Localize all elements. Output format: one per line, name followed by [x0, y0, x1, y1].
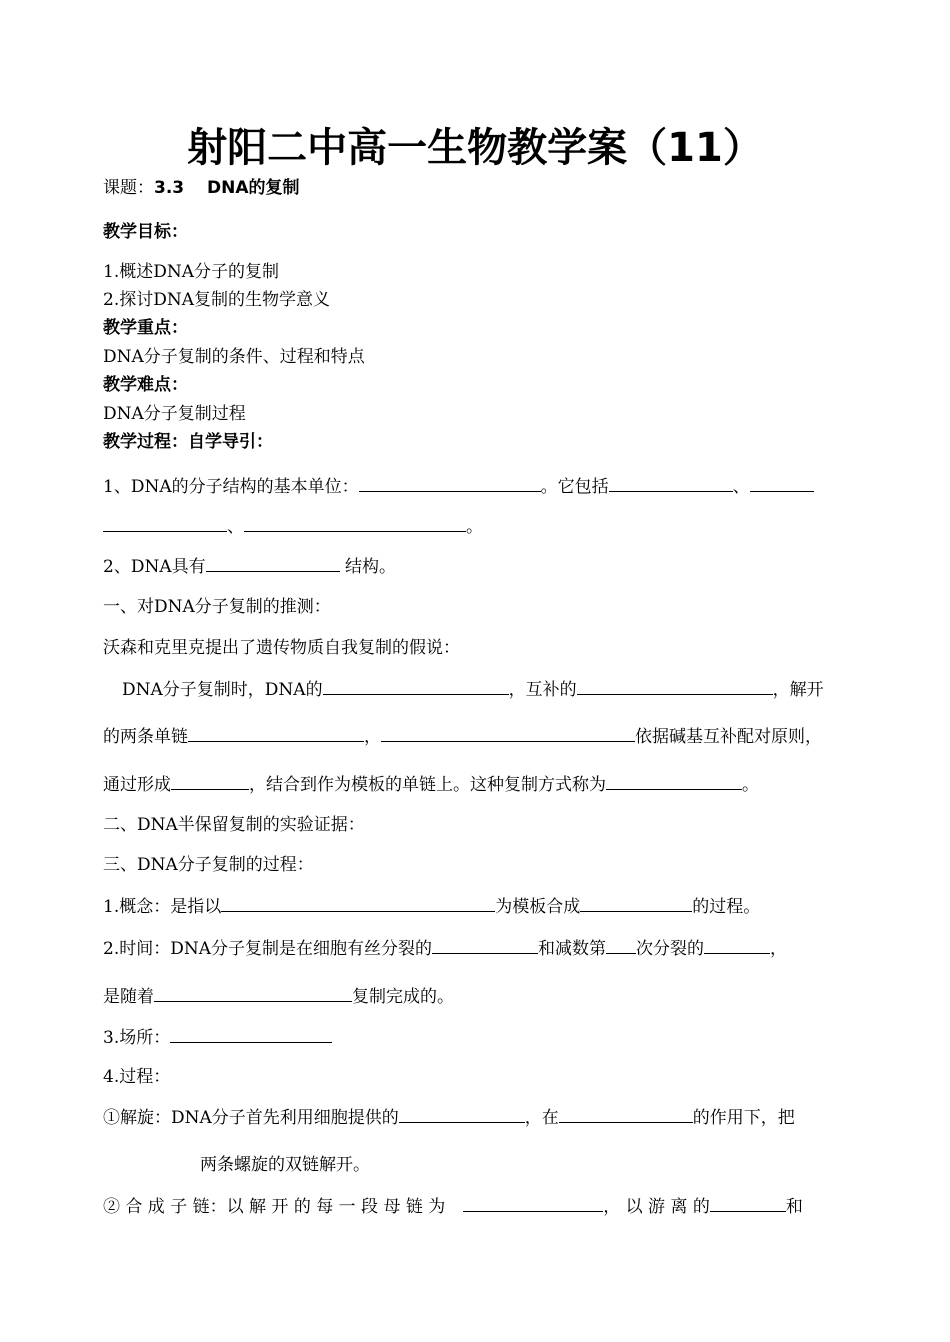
difficulty-heading: 教学难点：	[103, 375, 188, 395]
answer-blank[interactable]	[171, 772, 249, 790]
lesson-label: 课题：	[103, 178, 154, 198]
section-1-text: 通过形成	[103, 775, 171, 795]
section-2-heading: 二、DNA半保留复制的实验证据：	[103, 815, 365, 835]
place-text: 3.场所：	[103, 1028, 171, 1048]
question-2-text: 2、DNA具有	[103, 557, 206, 577]
section-1-line-3	[103, 772, 759, 797]
step-1-cont: 两条螺旋的双链解开。	[200, 1155, 370, 1175]
document-title: 射阳二中高一生物教学案（11）	[187, 125, 763, 171]
answer-blank[interactable]	[244, 514, 466, 532]
answer-blank[interactable]	[463, 1194, 603, 1212]
objective-item: 1.概述DNA分子的复制	[103, 262, 280, 282]
section-1-text: 依据碱基互补配对原则，	[635, 727, 822, 747]
answer-blank[interactable]	[188, 724, 364, 742]
question-1-text: 、	[227, 517, 244, 537]
answer-blank[interactable]	[323, 677, 509, 695]
section-1-intro: 沃森和克里克提出了遗传物质自我复制的假说：	[103, 638, 460, 658]
answer-blank[interactable]	[359, 474, 541, 492]
process-label: 4.过程：	[103, 1067, 171, 1087]
lesson-topic: 3.3 DNA的复制	[154, 178, 300, 198]
time-text: 和减数第	[538, 939, 607, 959]
concept-text: 1.概念：是指以	[103, 897, 222, 917]
answer-blank[interactable]	[710, 1194, 786, 1212]
difficulty-text: DNA分子复制过程	[103, 404, 246, 424]
question-1-cont	[103, 514, 483, 539]
question-1-text: 、	[732, 477, 750, 497]
step-2-text: 和	[785, 1197, 803, 1217]
question-1-text: 。它包括	[540, 477, 609, 497]
time-text: 2.时间：DNA分子复制是在细胞有丝分裂的	[103, 939, 433, 959]
question-1	[103, 474, 814, 499]
section-1-line-2	[103, 724, 822, 749]
step-1-line	[103, 1105, 795, 1130]
answer-blank[interactable]	[750, 474, 814, 492]
question-1-text: 1、DNA的分子结构的基本单位：	[103, 477, 359, 497]
concept-line	[103, 894, 760, 919]
step-2-text: ， 以 游 离 的	[603, 1197, 710, 1217]
answer-blank[interactable]	[606, 936, 636, 954]
answer-blank[interactable]	[432, 936, 538, 954]
answer-blank[interactable]	[577, 677, 773, 695]
answer-blank[interactable]	[606, 772, 742, 790]
key-point-text: DNA分子复制的条件、过程和特点	[103, 347, 365, 367]
question-1-text: 。	[466, 517, 483, 537]
answer-blank[interactable]	[609, 474, 733, 492]
answer-blank[interactable]	[580, 894, 692, 912]
answer-blank[interactable]	[103, 514, 227, 532]
section-1-text: ，结合到作为模板的单链上。这种复制方式称为	[249, 775, 606, 795]
step-1-text: ，在	[524, 1108, 559, 1128]
answer-blank[interactable]	[381, 724, 635, 742]
section-1-text: 。	[742, 775, 759, 795]
objectives-heading: 教学目标：	[103, 222, 188, 242]
time-line	[103, 936, 787, 961]
answer-blank[interactable]	[170, 1025, 332, 1043]
answer-blank[interactable]	[559, 1105, 693, 1123]
time-text: ，	[770, 939, 788, 959]
section-1-line-1	[122, 677, 824, 702]
step-1-text: ①解旋：DNA分子首先利用细胞提供的	[103, 1108, 399, 1128]
answer-blank[interactable]	[221, 894, 495, 912]
objective-item: 2.探讨DNA复制的生物学意义	[103, 290, 331, 310]
answer-blank[interactable]	[704, 936, 770, 954]
section-1-text: DNA分子复制时，DNA的	[122, 680, 323, 700]
section-1-text: ，解开	[772, 680, 824, 700]
place-line	[103, 1025, 332, 1050]
time-text: 是随着	[103, 987, 154, 1007]
key-point-heading: 教学重点：	[103, 318, 188, 338]
answer-blank[interactable]	[206, 554, 340, 572]
lesson-line	[103, 176, 300, 200]
concept-text: 为模板合成	[495, 897, 581, 917]
answer-blank[interactable]	[154, 984, 352, 1002]
section-1-text: ，互补的	[508, 680, 577, 700]
question-2-text: 结构。	[339, 557, 397, 577]
process-heading: 教学过程：自学导引：	[103, 432, 273, 452]
question-2	[103, 554, 396, 579]
section-1-text: 的两条单链	[103, 727, 188, 747]
step-1-text: 的作用下，把	[692, 1108, 795, 1128]
time-text: 复制完成的。	[352, 987, 454, 1007]
time-text: 次分裂的	[636, 939, 705, 959]
step-2-text: ② 合 成 子 链：以 解 开 的 每 一 段 母 链 为	[103, 1197, 446, 1217]
answer-blank[interactable]	[399, 1105, 525, 1123]
section-1-text: ，	[364, 727, 381, 747]
section-1-heading: 一、对DNA分子复制的推测：	[103, 597, 331, 617]
concept-text: 的过程。	[692, 897, 761, 917]
time-line-2	[103, 984, 454, 1009]
step-2-line	[103, 1194, 803, 1219]
section-3-heading: 三、DNA分子复制的过程：	[103, 855, 314, 875]
